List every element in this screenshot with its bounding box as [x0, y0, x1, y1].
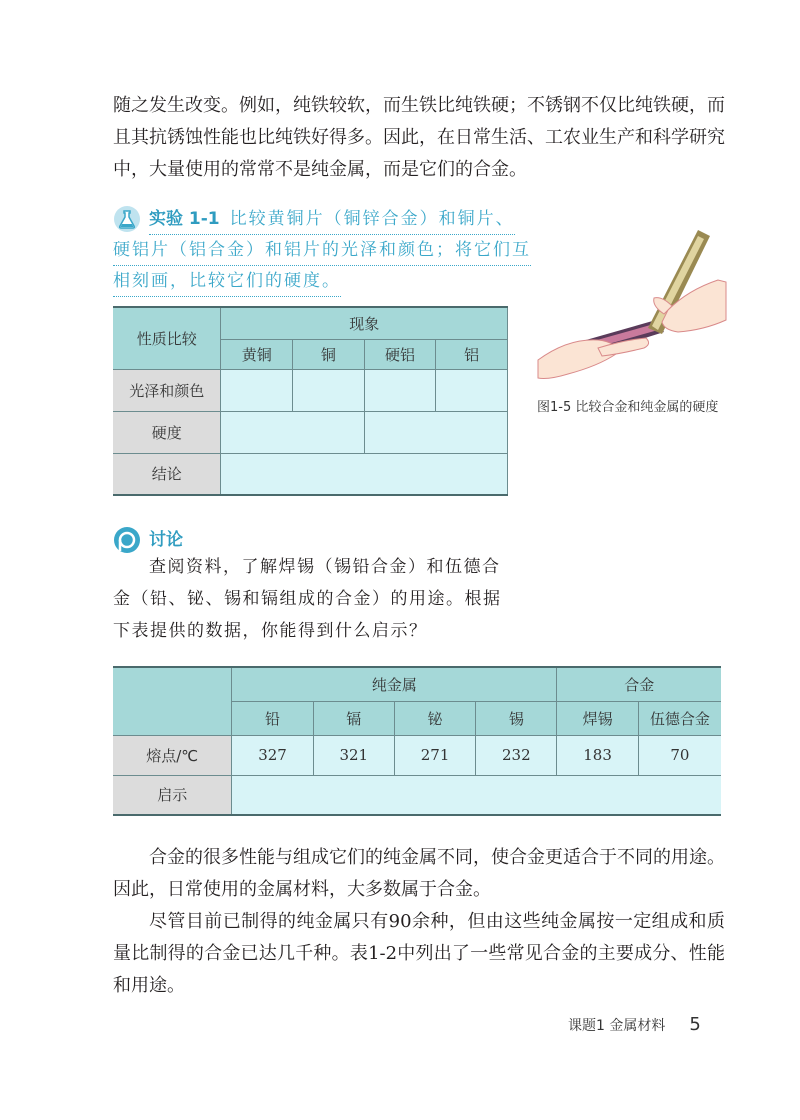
experiment-label: 实验 1-1 [149, 209, 220, 229]
body-paragraph-1: 合金的很多性能与组成它们的纯金属不同，使合金更适合于不同的用途。因此，日常使用的金属材料，大多数属于合金。 [113, 847, 725, 900]
table2-col: 伍德合金 [638, 701, 721, 735]
page-footer [568, 1014, 701, 1035]
table2-group-alloy: 合金 [557, 667, 721, 701]
table1-cell [221, 369, 293, 411]
melting-point-table [113, 666, 721, 816]
body-paragraph-2: 尽管目前已制得的纯金属只有90余种，但由这些纯金属按一定组成和质量比制得的合金已达几千种。表1-2中列出了一些常见合金的主要成分、性能和用途。 [113, 911, 725, 996]
table2-col: 铋 [394, 701, 475, 735]
table2-row-insight: 启示 [113, 775, 232, 815]
intro-paragraph: 随之发生改变。例如，纯铁较软，而生铁比纯铁硬；不锈钢不仅比纯铁硬，而且其抗锈蚀性能也比纯铁好得多。因此，在日常生活、工农业生产和科学研究中，大量使用的常常不是纯金属，而是它们的合金。 [113, 95, 725, 180]
table2-insight-cell [232, 775, 721, 815]
table1-header-property: 性质比较 [113, 307, 221, 369]
experiment-table [113, 306, 508, 496]
table2-col: 铅 [232, 701, 313, 735]
table1-col: 硬铝 [364, 339, 436, 369]
discussion-label: 讨论 [149, 530, 183, 550]
experiment-block [113, 204, 533, 297]
table2-group-pure: 纯金属 [232, 667, 557, 701]
figure-caption: 图1-5 比较合金和纯金属的硬度 [537, 400, 719, 415]
table2-col: 焊锡 [557, 701, 638, 735]
table2-col: 锡 [476, 701, 557, 735]
experiment-text-1: 比较黄铜片（铜锌合金）和铜片、 [229, 209, 515, 229]
table1-col: 铜 [293, 339, 365, 369]
table2-value: 271 [394, 735, 475, 775]
discussion-icon [113, 526, 141, 554]
table1-col: 黄铜 [221, 339, 293, 369]
discussion-text: 查阅资料，了解焊锡（锡铅合金）和伍德合金（铅、铋、锡和镉组成的合金）的用途。根据下表提供的数据，你能得到什么启示？ [113, 557, 502, 641]
table2-corner [113, 667, 232, 735]
table2-value: 70 [638, 735, 721, 775]
table1-cell [364, 369, 436, 411]
experiment-line-2: 硬铝片（铝合金）和铝片的光泽和颜色；将它们互 [113, 235, 531, 266]
experiment-line-1 [149, 204, 515, 235]
table2-value: 183 [557, 735, 638, 775]
table1-header-phenomenon: 现象 [221, 307, 508, 339]
footer-section: 课题1 金属材料 [568, 1018, 666, 1034]
table1-row-label: 光泽和颜色 [113, 369, 221, 411]
table2-value: 232 [476, 735, 557, 775]
table2-value: 321 [313, 735, 394, 775]
page-number: 5 [689, 1014, 701, 1035]
table2-col: 镉 [313, 701, 394, 735]
table1-cell [364, 411, 507, 453]
hardness-illustration [528, 210, 728, 390]
table1-col: 铝 [436, 339, 508, 369]
table1-cell [436, 369, 508, 411]
experiment-line-3: 相刻画，比较它们的硬度。 [113, 266, 341, 297]
table1-cell [221, 453, 508, 495]
flask-icon [113, 205, 141, 233]
table2-row-melting: 熔点/℃ [113, 735, 232, 775]
table1-row-label: 结论 [113, 453, 221, 495]
table1-cell [221, 411, 364, 453]
table2-value: 327 [232, 735, 313, 775]
table1-cell [293, 369, 365, 411]
table1-row-label: 硬度 [113, 411, 221, 453]
